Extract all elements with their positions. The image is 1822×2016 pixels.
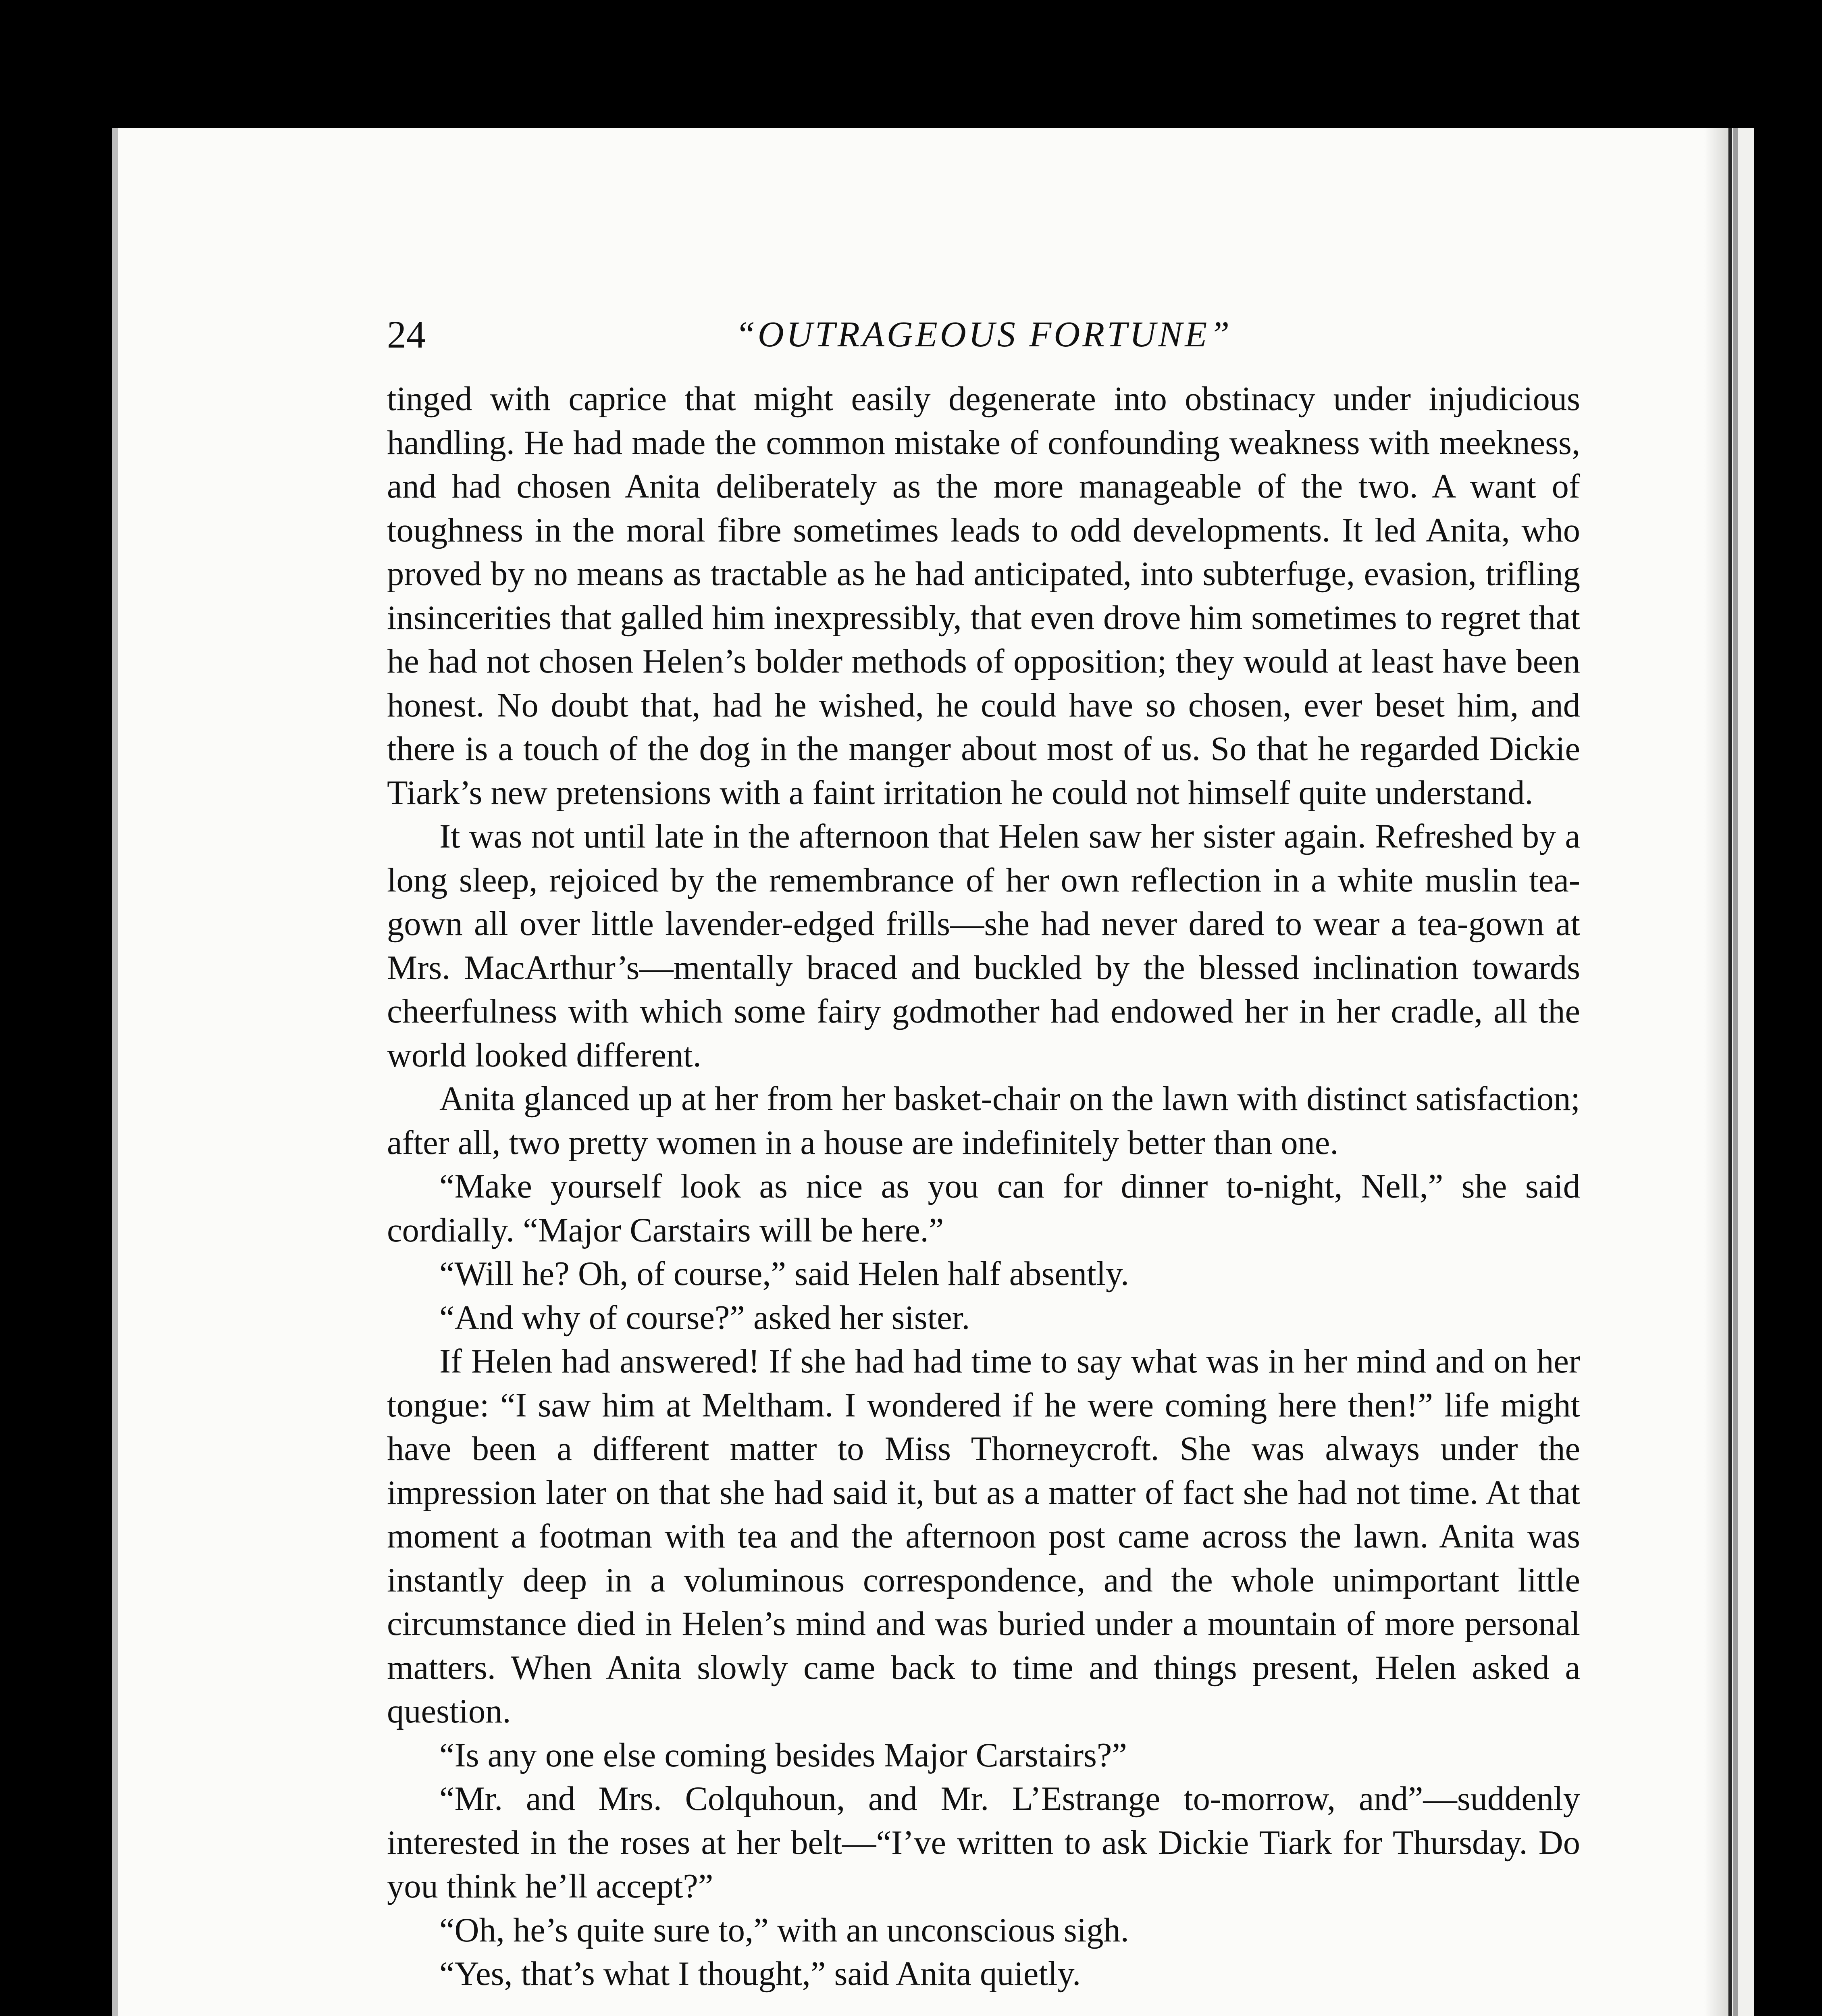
paragraph-10: “Oh, he’s quite sure to,” with an unconscious sigh. [439, 1911, 1129, 1949]
running-title: “OUTRAGEOUS FORTUNE” [735, 314, 1232, 354]
paragraph-9: “Mr. and Mrs. Colquhoun, and Mr. L’Estrange to-morrow, and”—suddenly interested in the roses at her belt—“I’ve written to ask Dickie Tiark for Thursday. Do you think he’ll accept?” [387, 1780, 1580, 1905]
paragraph-5: “Will he? Oh, of course,” said Helen half absently. [439, 1255, 1129, 1293]
paragraph-8: “Is any one else coming besides Major Carstairs?” [439, 1736, 1127, 1774]
facing-page-spine-line [1733, 128, 1738, 2016]
paragraph-4: “Make yourself look as nice as you can for dinner to-night, Nell,” she said cordially. “Major Carstairs will be here.” [387, 1168, 1580, 1249]
paragraph-7: If Helen had answered! If she had had time to say what was in her mind and on her tongue: “I saw him at Meltham. I wondered if he were coming here then!” life might have been a different matter to Miss Thorneycroft. She was always under the impression later on that she had said it, but as a matter of fact she had not time. At that moment a footman with tea and the afternoon post came across the lawn. Anita was instantly deep in a voluminous correspondence, and the whole unimportant little circumstance died in Helen’s mind and was buried under a mountain of more personal matters. When Anita slowly came back to time and things present, Helen asked a question. [387, 1343, 1580, 1730]
paragraph-3: Anita glanced up at her from her basket-chair on the lawn with distinct satisfaction; after all, two pretty women in a house are indefinitely better than one. [387, 1080, 1580, 1162]
paragraph-6: “And why of course?” asked her sister. [439, 1299, 970, 1337]
body-text [387, 377, 1580, 1996]
page-number: 24 [387, 313, 426, 356]
paragraph-2: It was not until late in the afternoon that Helen saw her sister again. Refreshed by a long sleep, rejoiced by the remembrance of her own reflection in a white muslin tea-gown all over little lavender-edged frills—she had never dared to wear a tea-gown at Mrs. MacArthur’s—mentally braced and buckled by the blessed inclination towards cheerfulness with which some fairy godmother had endowed her in her cradle, all the world looked different. [387, 818, 1580, 1074]
paragraph-1: tinged with caprice that might easily degenerate into obstinacy under injudicious handling. He had made the common mistake of confounding weakness with meekness, and had chosen Anita deliberately as the more manageable of the two. A want of toughness in the moral fibre sometimes leads to odd developments. It led Anita, who proved by no means as tractable as he had anticipated, into subterfuge, evasion, trifling insincerities that galled him inexpressibly, that even drove him sometimes to regret that he had not chosen Helen’s bolder methods of opposition; they would at least have been honest. No doubt that, had he wished, he could have so chosen, ever beset him, and there is a touch of the dog in the manger about most of us. So that he regarded Dickie Tiark’s new pretensions with a faint irritation he could not himself quite understand. [387, 380, 1580, 812]
paragraph-11: “Yes, that’s what I thought,” said Anita quietly. [439, 1955, 1081, 1993]
page-header [387, 310, 1580, 359]
page-gutter-shadow [1704, 128, 1728, 2016]
